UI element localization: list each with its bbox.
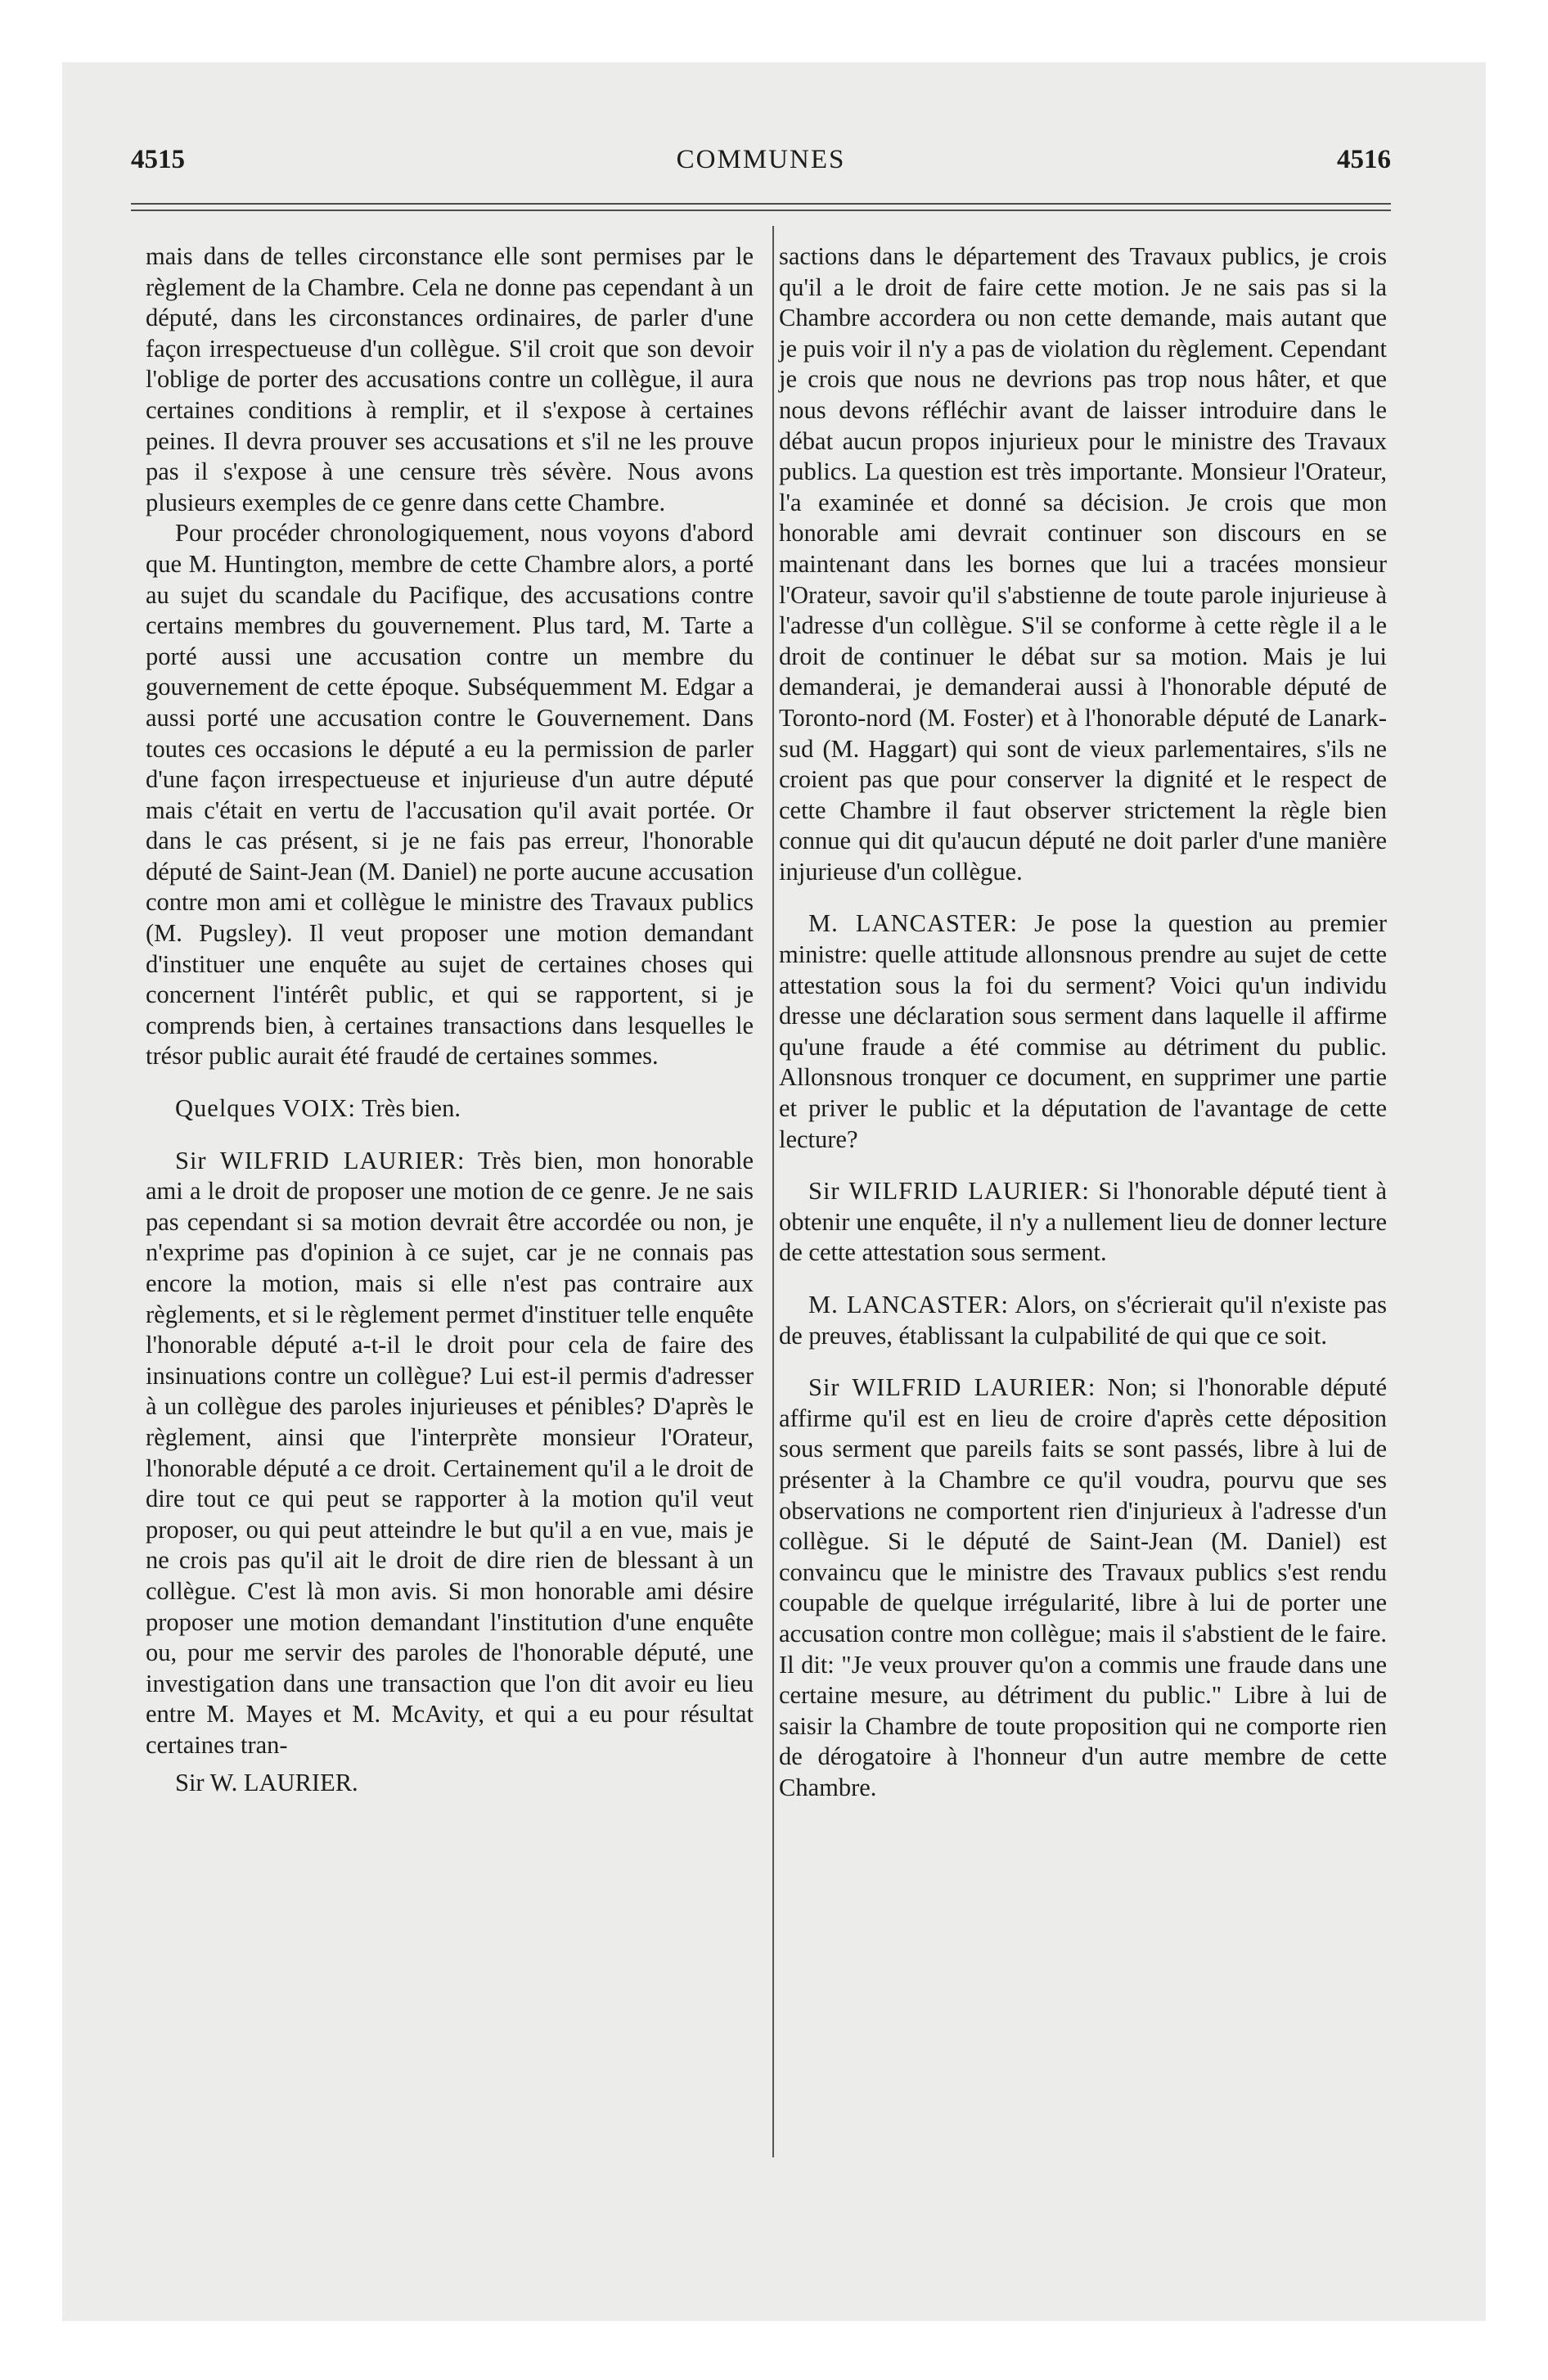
signature-line: Sir W. LAURIER. (175, 1768, 358, 1796)
column-divider (772, 226, 774, 2157)
speech-paragraph (779, 1290, 1387, 1351)
speaker-name: M. LANCASTER: (808, 909, 1018, 938)
header-rule-bottom (131, 210, 1391, 211)
speech-text: Alors, on s'écrierait qu'il n'existe pas de preuves, établissant la culpabilité de qui que ce soit. (779, 1291, 1388, 1350)
speech-text: Si l'honorable député tient à obtenir une enquête, il n'y a nullement lieu de donner lecture de cette attestation sous serment. (779, 1177, 1388, 1267)
speech-text: Très bien. (362, 1094, 461, 1123)
speech-paragraph (146, 1093, 754, 1125)
speech-paragraph (779, 908, 1387, 1155)
running-title: COMMUNES (676, 145, 846, 174)
paragraph: mais dans de telles circonstance elle sont permises par le règlement de la Chambre. Cela ne donne pas cependant à un député, dans les circonstances ordinaires, de parler d'une façon irrespectueuse d'un collègue. S'il croit que son devoir l'oblige de porter des accusations contre un collègue, il aura certaines conditions à remplir, et il s'expose à certaines peines. Il devra prouver ses accusations et s'il ne les prouve pas il s'expose à une censure très sévère. Nous avons plusieurs exemples de ce genre dans cette Chambre. (146, 242, 754, 516)
speaker-name: Sir WILFRID LAURIER: (808, 1177, 1090, 1206)
speech-paragraph (779, 1176, 1387, 1269)
speaker-name: Sir WILFRID LAURIER: (175, 1146, 466, 1174)
page-number-left: 4515 (131, 145, 185, 174)
paragraph: Pour procéder chronologiquement, nous voyons d'abord que M. Huntington, membre de cette Chambre alors, a porté au sujet du scandale du Pacifique, des accusations contre certains membres du gouvernement. Plus tard, M. Tarte a porté aussi une accusation contre un membre du gouvernement de cette époque. Subséquemment M. Edgar a aussi porté une accusation contre le Gouvernement. Dans toutes ces occasions le député a eu la permission de parler d'une façon irrespectueuse et injurieuse d'un autre député mais c'était en vertu de l'accusation qu'il avait portée. Or dans le cas présent, si je ne fais pas erreur, l'honorable député de Saint-Jean (M. Daniel) ne porte aucune accusation contre mon ami et collègue le ministre des Travaux publics (M. Pugsley). Il veut proposer une motion demandant d'instituer une enquête au sujet de certaines choses qui concernent l'intérêt public, et qui se rapportent, si je comprends bien, à certaines transactions dans lesquelles le trésor public aurait été fraudé de certaines sommes. (146, 519, 754, 1071)
header-rule-top (131, 203, 1391, 205)
speech-paragraph (779, 1373, 1387, 1803)
speech-text: Je pose la question au premier ministre: quelle attitude allonsnous prendre au sujet de cette attestation sous la foi du serment? Voici qu'un individu dresse une déclaration sous serment dans laquelle il affirme qu'une fraude a été commise au détriment du public. Allonsnous tronquer ce document, en supprimer une partie et priver le public et la députation de l'avantage de cette lecture? (779, 909, 1387, 1153)
page-number-right: 4516 (1337, 145, 1391, 174)
page-header (131, 143, 1391, 192)
speech-text: Non; si l'honorable député affirme qu'il est en lieu de croire d'après cette déposition sous serment que pareils faits se sont passés, libre à lui de présenter à la Chambre ce qu'il voudra, pourvu que ses observations ne comportent rien d'injurieux à l'adresse d'un collègue. Si le député de Saint-Jean (M. Daniel) est convaincu que le ministre des Travaux publics s'est rendu coupable de quelque irrégularité, libre à lui de porter une accusation contre mon collègue; mais il s'abstient de le faire. Il dit: "Je veux prouver qu'on a commis une fraude dans une certaine mesure, au détriment du public." Libre à lui de saisir la Chambre de toute proposition qui ne comporte rien de dérogatoire à l'honneur d'un autre membre de cette Chambre. (779, 1373, 1387, 1801)
left-column (146, 241, 754, 1798)
speaker-name: Sir WILFRID LAURIER: (808, 1373, 1096, 1402)
paragraph: sactions dans le département des Travaux publics, je crois qu'il a le droit de faire cette motion. Je ne sais pas si la Chambre accordera ou non cette demande, mais autant que je puis voir il n'y a pas de violation du règlement. Cependant je crois que nous ne devrions pas trop nous hâter, et que nous devons réfléchir avant de laisser introduire dans le débat aucun propos injurieux pour le ministre des Travaux publics. La question est très importante. Monsieur l'Orateur, l'a examinée et donné sa décision. Je crois que mon honorable ami devrait continuer son discours en se maintenant dans les bornes que lui a tracées monsieur l'Orateur, savoir qu'il s'abstienne de toute parole injurieuse à l'adresse d'un collègue. S'il se conforme à cette règle il a le droit de continuer le débat sur sa motion. Mais je lui demanderai, je demanderai aussi à l'honorable député de Toronto-nord (M. Foster) et à l'honorable député de Lanark-sud (M. Haggart) qui sont de vieux parlementaires, s'ils ne croient pas que pour conserver la dignité et le respect de cette Chambre il faut observer strictement la règle bien connue qui dit qu'aucun député ne doit parler d'une manière injurieuse d'un collègue. (779, 242, 1387, 886)
speaker-name: M. LANCASTER: (808, 1291, 1010, 1318)
speech-paragraph (146, 1146, 754, 1761)
right-column (779, 241, 1387, 1804)
speaker-name: Quelques VOIX: (175, 1094, 356, 1123)
speech-text: Très bien, mon honorable ami a le droit de proposer une motion de ce genre. Je ne sais pas cependant si sa motion devrait être accordée ou non, je n'exprime pas d'opinion à ce sujet, car je ne connais pas encore la motion, mais si elle n'est pas contraire aux règlements, et si le règlement permet d'instituer telle enquête l'honorable député a-t-il le droit pour cela de faire des insinuations contre un collègue? Lui est-il permis d'adresser à un collègue des paroles injurieuses et pénibles? D'après le règlement, ainsi que l'interprète monsieur l'Orateur, l'honorable député a ce droit. Certainement qu'il a le droit de dire tout ce qui peut se rapporter à la motion qu'il veut proposer, ou qui peut atteindre le but qu'il a en vue, mais je ne crois pas qu'il ait le droit de dire rien de blessant à un collègue. C'est là mon avis. Si mon honorable ami désire proposer une motion demandant l'institution d'une enquête ou, pour me servir des paroles de l'honorable député, une investigation dans une transaction que l'on dit avoir eu lieu entre M. Mayes et M. McAvity, et qui a eu pour résultat certaines tran- (146, 1146, 754, 1759)
